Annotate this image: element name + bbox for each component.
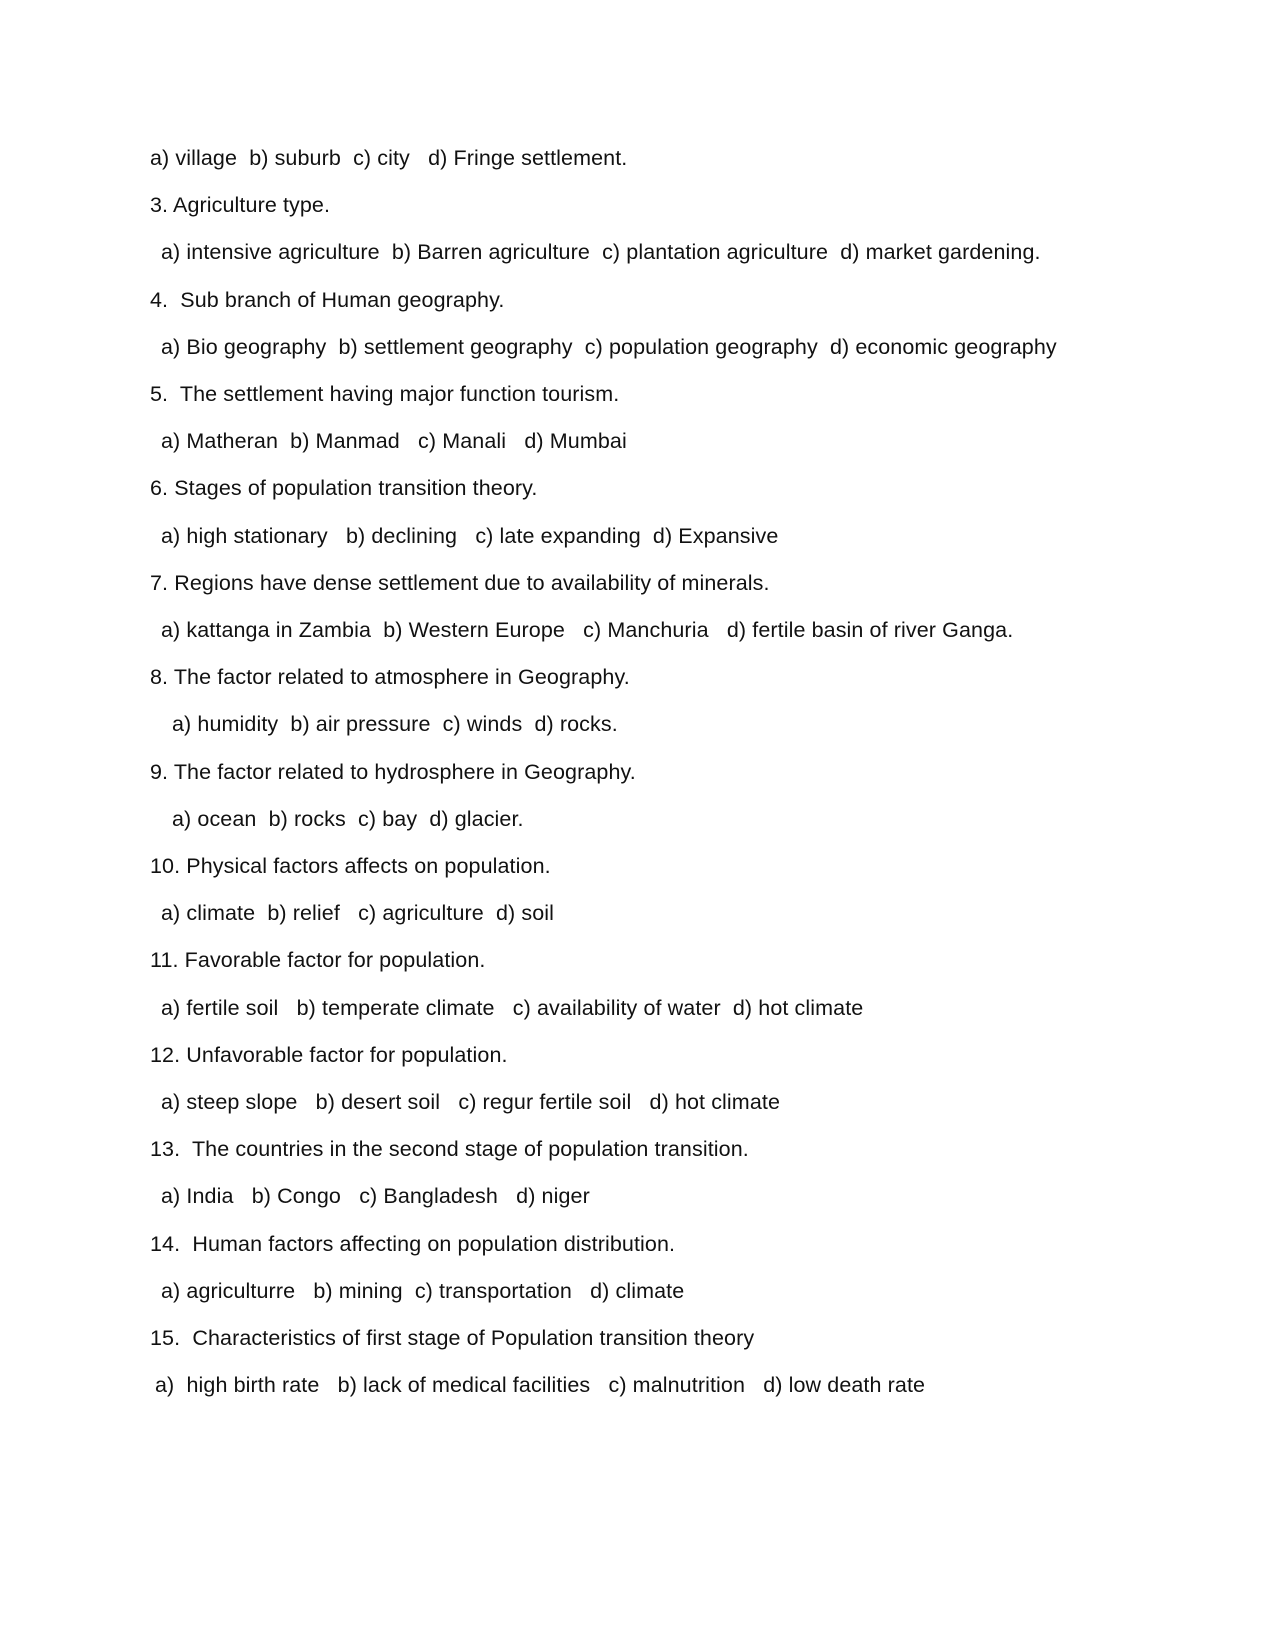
options-line: a) intensive agriculture b) Barren agriculture c) plantation agriculture d) market gardening. — [161, 240, 1041, 265]
options-line: a) agriculturre b) mining c) transportation d) climate — [161, 1278, 685, 1303]
question-line: 8. The factor related to atmosphere in Geography. — [150, 665, 630, 690]
question-line: a) village b) suburb c) city d) Fringe settlement. — [150, 146, 628, 170]
question-line: 14. Human factors affecting on population distribution. — [150, 1231, 676, 1256]
question-line: 10. Physical factors affects on population. — [150, 854, 551, 878]
options-line: a) Matheran b) Manmad c) Manali d) Mumbai — [161, 429, 627, 454]
options-line: a) steep slope b) desert soil c) regur fertile soil d) hot climate — [161, 1090, 781, 1114]
options-line: a) Bio geography b) settlement geography c) population geography d) economic geography — [161, 334, 1057, 359]
options-line: a) fertile soil b) temperate climate c) availability of water d) hot climate — [161, 995, 864, 1020]
question-line: 7. Regions have dense settlement due to availability of minerals. — [150, 570, 770, 595]
question-line: 11. Favorable factor for population. — [150, 948, 486, 973]
question-line: 4. Sub branch of Human geography. — [150, 287, 505, 312]
options-line: a) kattanga in Zambia b) Western Europe c) Manchuria d) fertile basin of river Ganga. — [161, 618, 1014, 642]
options-line: a) climate b) relief c) agriculture d) soil — [161, 901, 555, 926]
question-line: 6. Stages of population transition theory. — [150, 476, 538, 501]
options-line: a) ocean b) rocks c) bay d) glacier. — [172, 806, 524, 831]
options-line: a) humidity b) air pressure c) winds d) rocks. — [172, 712, 618, 737]
options-line: a) high birth rate b) lack of medical facilities c) malnutrition d) low death rate — [155, 1373, 926, 1398]
question-line: 15. Characteristics of first stage of Population transition theory — [150, 1326, 755, 1350]
options-line: a) India b) Congo c) Bangladesh d) niger — [161, 1184, 590, 1209]
question-line: 9. The factor related to hydrosphere in Geography. — [150, 759, 636, 784]
question-line: 5. The settlement having major function tourism. — [150, 382, 620, 406]
question-line: 12. Unfavorable factor for population. — [150, 1042, 508, 1067]
question-line: 3. Agriculture type. — [150, 193, 331, 218]
options-line: a) high stationary b) declining c) late expanding d) Expansive — [161, 523, 779, 548]
question-line: 13. The countries in the second stage of population transition. — [150, 1137, 749, 1162]
